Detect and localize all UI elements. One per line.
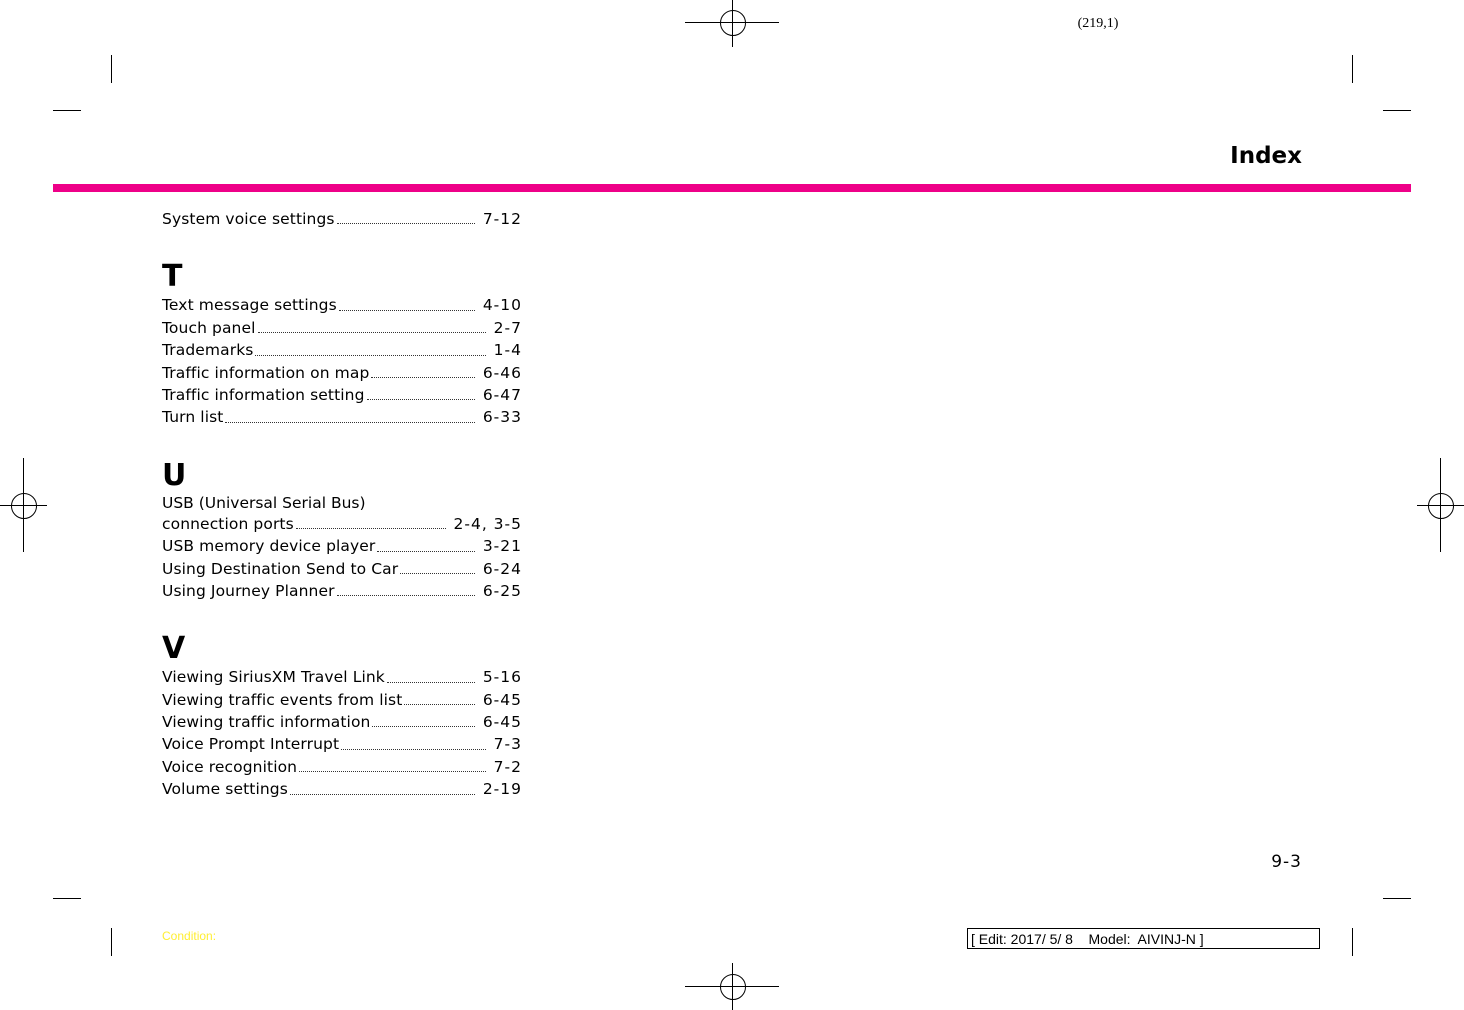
page-number: 9-3: [1271, 852, 1302, 872]
index-entry[interactable]: [162, 580, 522, 602]
index-entry[interactable]: [162, 558, 522, 580]
entry-label: Text message settings: [162, 296, 337, 315]
entry-label: Using Destination Send to Car: [162, 559, 399, 578]
index-entry[interactable]: [162, 294, 522, 316]
dot-leader: [225, 412, 474, 423]
entry-label: Viewing traffic events from list: [162, 690, 403, 709]
index-entry[interactable]: [162, 666, 522, 688]
dot-leader: [404, 694, 474, 705]
index-entry[interactable]: [162, 689, 522, 711]
entry-label-line1: USB (Universal Serial Bus): [162, 493, 366, 512]
index-entry[interactable]: [162, 756, 522, 778]
entry-label: Using Journey Planner: [162, 581, 335, 600]
dot-leader: [367, 389, 475, 400]
entry-page: 4-10: [482, 296, 522, 315]
dot-leader: [337, 585, 475, 596]
dot-leader: [299, 761, 486, 772]
entry-label: Turn list: [162, 408, 224, 427]
dot-leader: [341, 739, 486, 750]
dot-leader: [255, 345, 485, 356]
entry-label: Touch panel: [162, 318, 256, 337]
index-entry[interactable]: [162, 711, 522, 733]
dot-leader: [377, 541, 474, 552]
entry-page: 2-7: [493, 318, 522, 337]
entry-label: Traffic information setting: [162, 385, 365, 404]
entry-label: connection ports: [162, 514, 294, 533]
entry-page: 7-3: [493, 735, 522, 754]
entry-label: System voice settings: [162, 210, 335, 228]
page-code: (219,1): [1077, 16, 1119, 31]
entry-page: 2-19: [482, 780, 522, 799]
condition-label: Condition:: [162, 929, 217, 943]
index-entry[interactable]: [162, 208, 522, 230]
entry-label: Volume settings: [162, 780, 288, 799]
dot-leader: [290, 784, 475, 795]
dot-leader: [296, 518, 446, 529]
dot-leader: [372, 716, 474, 727]
entry-page: 6-47: [482, 385, 522, 404]
index-entry[interactable]: [162, 362, 522, 384]
entry-label: Traffic information on map: [162, 363, 370, 382]
letter-heading-u: U: [162, 457, 187, 493]
index-column: [162, 208, 522, 801]
dot-leader: [337, 213, 475, 224]
entry-page: 3-21: [482, 537, 522, 556]
entry-label: Voice Prompt Interrupt: [162, 735, 340, 754]
section-title: Index: [1230, 143, 1302, 169]
index-entry[interactable]: [162, 733, 522, 755]
entry-page: 5-16: [482, 668, 522, 687]
entry-page: 6-25: [482, 581, 522, 600]
index-entry[interactable]: [162, 406, 522, 428]
entry-page: 1-4: [493, 341, 522, 360]
letter-heading-v: V: [162, 631, 186, 667]
entry-page: 6-33: [482, 408, 522, 427]
entry-page: 7-12: [482, 210, 522, 228]
index-entry[interactable]: [162, 778, 522, 800]
dot-leader: [258, 322, 486, 333]
entry-page: 6-24: [482, 559, 522, 578]
entry-label: Voice recognition: [162, 757, 298, 776]
index-entry[interactable]: [162, 339, 522, 361]
index-entry[interactable]: [162, 317, 522, 339]
entry-label: Viewing traffic information: [162, 713, 371, 732]
edit-info-box: [ Edit: 2017/ 5/ 8 Model: AIVINJ-N ]: [967, 928, 1320, 949]
accent-bar: [53, 184, 1411, 192]
entry-label: USB memory device player: [162, 537, 376, 556]
entry-page: 2-4, 3-5: [453, 514, 522, 533]
index-entry[interactable]: [162, 535, 522, 557]
dot-leader: [400, 563, 475, 574]
dot-leader: [339, 300, 475, 311]
entry-page: 6-45: [482, 713, 522, 732]
entry-page: 7-2: [493, 757, 522, 776]
index-entry[interactable]: [162, 384, 522, 406]
dot-leader: [387, 672, 475, 683]
entry-label: Trademarks: [162, 341, 254, 360]
index-entry[interactable]: [162, 493, 522, 535]
entry-page: 6-46: [482, 363, 522, 382]
entry-page: 6-45: [482, 690, 522, 709]
dot-leader: [371, 367, 474, 378]
entry-label: Viewing SiriusXM Travel Link: [162, 668, 385, 687]
letter-heading-t: T: [162, 259, 183, 295]
